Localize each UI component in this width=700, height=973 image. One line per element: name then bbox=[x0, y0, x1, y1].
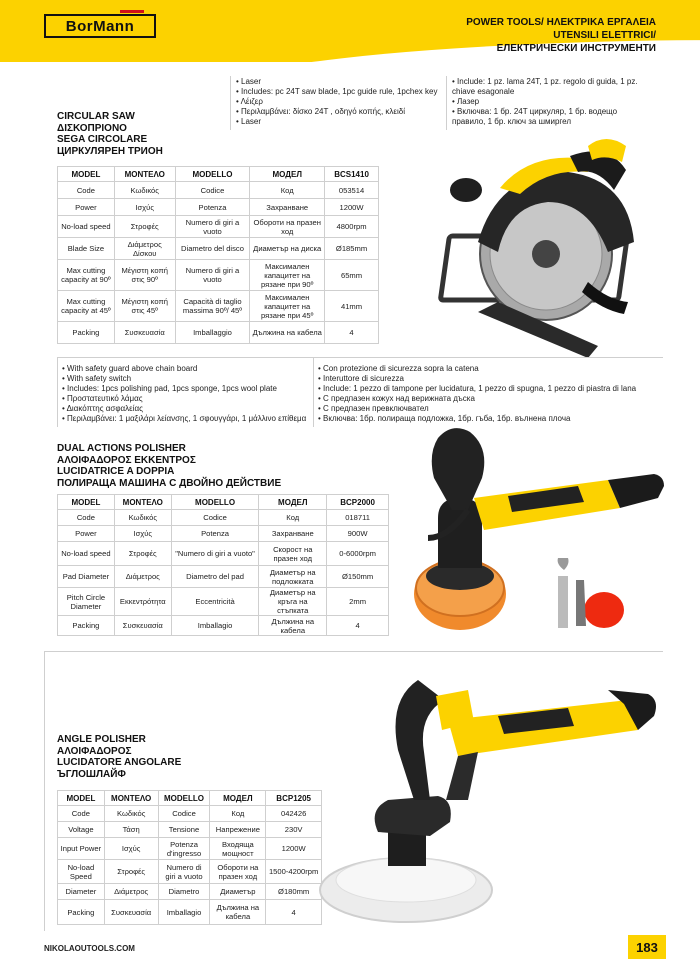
feature-line: • With safety guard above chain board bbox=[62, 364, 198, 373]
title-line: ПОЛИРАЩА МАШИНА С ДВОЙНО ДЕЙСТВИЕ bbox=[57, 477, 282, 489]
table-cell: Numero di giri a vuoto bbox=[158, 860, 210, 884]
table-cell: Max cutting capacity at 45º bbox=[58, 291, 115, 322]
col-header: BCP2000 bbox=[327, 495, 389, 510]
feature-line: • Λέιζερ bbox=[236, 97, 263, 106]
table-cell: 1200W bbox=[325, 199, 379, 216]
table-cell: "Numero di giri a vuoto" bbox=[171, 542, 259, 566]
product-title bbox=[57, 734, 181, 780]
col-header: MODEL bbox=[58, 167, 115, 182]
table-cell: Voltage bbox=[58, 822, 105, 838]
product-title bbox=[57, 443, 281, 489]
title-line: ΑΛΟΙΦΑΔΟΡΟΣ bbox=[57, 745, 132, 757]
feature-line: • Includes: pc 24T saw blade, 1pc guide rule, 1pchex key bbox=[236, 87, 438, 96]
col-header: MODEL bbox=[58, 791, 105, 806]
col-header: МОДЕЛ bbox=[210, 791, 266, 806]
table-cell: 4800rpm bbox=[325, 216, 379, 238]
table-cell: Συσκευασία bbox=[104, 900, 158, 925]
footer-url[interactable]: NIKOLAOUTOOLS.COM bbox=[44, 944, 135, 953]
table-cell: Максимален капацитет на рязане при 45º bbox=[250, 291, 325, 322]
table-row bbox=[58, 199, 379, 216]
table-cell: Код bbox=[250, 182, 325, 199]
block-top-rule bbox=[44, 651, 663, 652]
table-cell: Code bbox=[58, 510, 115, 526]
table-cell: 0-6000rpm bbox=[327, 542, 389, 566]
table-row bbox=[58, 238, 379, 260]
table-cell: Tensione bbox=[158, 822, 210, 838]
features-right bbox=[452, 77, 638, 127]
table-row bbox=[58, 822, 322, 838]
table-cell: Дължина на кабела bbox=[250, 322, 325, 344]
title-line: CIRCULAR SAW bbox=[57, 111, 135, 122]
feature-line: • Laser bbox=[236, 77, 262, 86]
feature-line: • Interuttore di sicurezza bbox=[318, 374, 404, 383]
col-header: BCS1410 bbox=[325, 167, 379, 182]
table-cell: Ισχύς bbox=[114, 526, 171, 542]
table-cell: Power bbox=[58, 199, 115, 216]
table-cell: Codice bbox=[171, 510, 259, 526]
block-left-rule bbox=[44, 651, 45, 931]
table-cell: Στροφές bbox=[114, 216, 175, 238]
feature-line: • With safety switch bbox=[62, 374, 132, 383]
feature-line: chiave esagonale bbox=[452, 87, 515, 96]
table-cell: Packing bbox=[58, 616, 115, 636]
table-cell: Ισχύς bbox=[114, 199, 175, 216]
angle-polisher-icon bbox=[318, 660, 664, 930]
col-header: MODELLO bbox=[158, 791, 210, 806]
table-cell: Συσκευασία bbox=[114, 616, 171, 636]
table-cell: Eccentricità bbox=[171, 588, 259, 616]
table-cell: Diametro bbox=[158, 884, 210, 900]
table-cell: Diametro del pad bbox=[171, 566, 259, 588]
table-cell: Input Power bbox=[58, 838, 105, 860]
table-cell: Входяща мощност bbox=[210, 838, 266, 860]
table-cell: Μέγιστη κοπή στις 45º bbox=[114, 291, 175, 322]
table-cell: Код bbox=[259, 510, 327, 526]
table-cell: Μέγιστη κοπή στις 90º bbox=[114, 260, 175, 291]
table-row bbox=[58, 542, 389, 566]
table-cell: No-load speed bbox=[58, 542, 115, 566]
table-row bbox=[58, 566, 389, 588]
col-header: MODEL bbox=[58, 495, 115, 510]
table-row bbox=[58, 884, 322, 900]
spec-table bbox=[57, 166, 379, 344]
feature-line: • С предпазен кожух над верижната дъска bbox=[318, 394, 475, 403]
table-cell: Potenza bbox=[171, 526, 259, 542]
table-cell: Max cutting capacity at 90º bbox=[58, 260, 115, 291]
table-cell: Διάμετρος bbox=[104, 884, 158, 900]
table-cell: 4 bbox=[266, 900, 322, 925]
table-cell: Τάση bbox=[104, 822, 158, 838]
table-cell: Numero di giri a vuoto bbox=[175, 260, 250, 291]
feature-line: • Include: 1 pz. lama 24T, 1 pz. regolo di guida, 1 pz. bbox=[452, 77, 638, 86]
table-cell: Imballagio bbox=[171, 616, 259, 636]
dual-action-polisher-icon bbox=[408, 418, 668, 636]
table-cell: Максимален капацитет на рязане при 90º bbox=[250, 260, 325, 291]
table-row bbox=[58, 510, 389, 526]
feature-line: • Include: 1 pezzo di tampone per lucidatura, 1 pezzo di spugna, 1 pezzo di piastra di lana bbox=[318, 384, 637, 393]
table-cell: Στροφές bbox=[104, 860, 158, 884]
feature-line: правило, 1 бр. ключ за шмиргел bbox=[452, 117, 571, 126]
col-header: MODELLO bbox=[175, 167, 250, 182]
table-cell: Power bbox=[58, 526, 115, 542]
table-row bbox=[58, 588, 389, 616]
col-header: MODELLO bbox=[171, 495, 259, 510]
table-cell: Numero di giri a vuoto bbox=[175, 216, 250, 238]
table-row bbox=[58, 322, 379, 344]
feature-line: • Διακόπτης ασφαλείας bbox=[62, 404, 143, 413]
table-row bbox=[58, 860, 322, 884]
table-cell: Capacità di taglio massima 90º/ 45º bbox=[175, 291, 250, 322]
table-cell: Диаметър bbox=[210, 884, 266, 900]
title-line: ЪГЛОШЛАЙФ bbox=[57, 768, 126, 780]
spec-table bbox=[57, 790, 322, 925]
spec-table bbox=[57, 494, 389, 636]
table-cell: Στροφές bbox=[114, 542, 171, 566]
title-line: LUCIDATRICE A DOPPIA bbox=[57, 466, 175, 477]
logo-mark bbox=[120, 10, 144, 13]
block-top-rule bbox=[57, 357, 663, 358]
table-cell: Код bbox=[210, 806, 266, 822]
brand-logo: BorMann bbox=[44, 14, 156, 38]
table-cell: Дължина на кабела bbox=[210, 900, 266, 925]
title-line: ANGLE POLISHER bbox=[57, 734, 146, 745]
category-titles bbox=[466, 16, 656, 55]
title-line: ΔΙΣΚΟΠΡΙΟΝΟ bbox=[57, 122, 127, 134]
table-cell: Κωδικός bbox=[104, 806, 158, 822]
category-title-bg: ЕЛЕКТРИЧЕСКИ ИНСТРУМЕНТИ bbox=[496, 43, 656, 54]
table-cell: Ισχύς bbox=[104, 838, 158, 860]
table-row bbox=[58, 806, 322, 822]
category-title-it: UTENSILI ELETTRICI/ bbox=[553, 30, 656, 41]
table-cell: 1200W bbox=[266, 838, 322, 860]
feature-line: • Προστατευτικό λάμας bbox=[62, 394, 143, 403]
title-line: LUCIDATORE ANGOLARE bbox=[57, 757, 182, 768]
table-cell: Code bbox=[58, 806, 105, 822]
feature-line: • Περιλαμβάνει: δίσκο 24T , οδηγό κοπής, κλειδί bbox=[236, 107, 405, 116]
table-cell: Διάμετρος Δίσκου bbox=[114, 238, 175, 260]
page-number: 183 bbox=[628, 935, 666, 959]
feature-line: • Включва: 1бр. полираща подложка, 1бр. гъба, 1бр. вълнена плоча bbox=[318, 414, 571, 423]
table-cell: Συσκευασία bbox=[114, 322, 175, 344]
title-line: ЦИРКУЛЯРЕН ТРИОН bbox=[57, 145, 163, 157]
table-cell: 4 bbox=[327, 616, 389, 636]
table-cell: 042426 bbox=[266, 806, 322, 822]
table-row bbox=[58, 216, 379, 238]
col-header: ΜΟΝΤΕΛΟ bbox=[114, 495, 171, 510]
table-cell: Διάμετρος bbox=[114, 566, 171, 588]
table-cell: 1500-4200rpm bbox=[266, 860, 322, 884]
circular-saw-icon bbox=[438, 132, 660, 360]
table-cell: Blade Size bbox=[58, 238, 115, 260]
table-cell: No-load Speed bbox=[58, 860, 105, 884]
table-cell: Diametro del disco bbox=[175, 238, 250, 260]
table-row bbox=[58, 900, 322, 925]
title-line: SEGA CIRCOLARE bbox=[57, 134, 148, 145]
table-cell: Дължина на кабела bbox=[259, 616, 327, 636]
col-header: BCP1205 bbox=[266, 791, 322, 806]
features-left bbox=[236, 77, 437, 127]
title-line: DUAL ACTIONS POLISHER bbox=[57, 443, 186, 454]
table-cell: Imballaggio bbox=[175, 322, 250, 344]
product-title bbox=[57, 111, 163, 157]
table-cell: Pad Diameter bbox=[58, 566, 115, 588]
table-row bbox=[58, 291, 379, 322]
table-cell: Диаметър на диска bbox=[250, 238, 325, 260]
table-cell: Εκκεντρότητα bbox=[114, 588, 171, 616]
table-cell: Ø150mm bbox=[327, 566, 389, 588]
table-cell: Скорост на празен ход bbox=[259, 542, 327, 566]
title-line: ΑΛΟΙΦΑΔΟΡΟΣ ΕΚΚΕΝΤΡΟΣ bbox=[57, 454, 196, 466]
table-row bbox=[58, 182, 379, 199]
table-cell: Potenza bbox=[175, 199, 250, 216]
table-cell: Κωδικός bbox=[114, 510, 171, 526]
table-cell: 900W bbox=[327, 526, 389, 542]
table-cell: 018711 bbox=[327, 510, 389, 526]
table-cell: Potenza d'ingresso bbox=[158, 838, 210, 860]
table-cell: Packing bbox=[58, 322, 115, 344]
col-header: ΜΟΝΤΕΛΟ bbox=[104, 791, 158, 806]
table-cell: Codice bbox=[158, 806, 210, 822]
table-cell: Напрежение bbox=[210, 822, 266, 838]
table-cell: Imballagio bbox=[158, 900, 210, 925]
table-cell: Κωδικός bbox=[114, 182, 175, 199]
table-cell: Обороти на празен ход bbox=[210, 860, 266, 884]
features-divider bbox=[446, 76, 450, 130]
table-cell: 65mm bbox=[325, 260, 379, 291]
table-cell: 2mm bbox=[327, 588, 389, 616]
table-cell: Packing bbox=[58, 900, 105, 925]
table-cell: Обороти на празен ход bbox=[250, 216, 325, 238]
table-row bbox=[58, 526, 389, 542]
table-row bbox=[58, 838, 322, 860]
table-cell: Диаметър на кръга на стъпката bbox=[259, 588, 327, 616]
feature-line: • Con protezione di sicurezza sopra la catena bbox=[318, 364, 479, 373]
feature-line: • Лазер bbox=[452, 97, 480, 106]
table-cell: 053514 bbox=[325, 182, 379, 199]
features-right bbox=[318, 364, 636, 424]
table-row bbox=[58, 260, 379, 291]
col-header: ΜΟΝΤΕΛΟ bbox=[114, 167, 175, 182]
table-cell: 41mm bbox=[325, 291, 379, 322]
features-divider bbox=[313, 357, 317, 427]
table-row bbox=[58, 616, 389, 636]
table-cell: Pitch Circle Diameter bbox=[58, 588, 115, 616]
features-left bbox=[62, 364, 306, 424]
table-cell: Захранване bbox=[250, 199, 325, 216]
feature-line: • С предпазен превключвател bbox=[318, 404, 429, 413]
table-cell: 230V bbox=[266, 822, 322, 838]
table-cell: No-load speed bbox=[58, 216, 115, 238]
col-header: МОДЕЛ bbox=[250, 167, 325, 182]
feature-line: • Laser bbox=[236, 117, 262, 126]
table-cell: Диаметър на подложката bbox=[259, 566, 327, 588]
table-cell: Захранване bbox=[259, 526, 327, 542]
table-cell: Diameter bbox=[58, 884, 105, 900]
feature-line: • Περιλαμβάνει: 1 μαξιλάρι λείανσης, 1 σφουγγάρι, 1 μάλλινο επίθεμα bbox=[62, 414, 307, 423]
table-cell: Code bbox=[58, 182, 115, 199]
table-cell: Ø185mm bbox=[325, 238, 379, 260]
col-header: МОДЕЛ bbox=[259, 495, 327, 510]
feature-line: • Включва: 1 бр. 24T циркуляр, 1 бр. водещо bbox=[452, 107, 618, 116]
feature-line: • Includes: 1pcs polishing pad, 1pcs sponge, 1pcs wool plate bbox=[62, 384, 277, 393]
table-cell: 4 bbox=[325, 322, 379, 344]
table-cell: Ø180mm bbox=[266, 884, 322, 900]
table-cell: Codice bbox=[175, 182, 250, 199]
category-title-en: POWER TOOLS/ ΗΛΕΚΤΡΙΚΑ ΕΡΓΑΛΕΙΑ bbox=[466, 17, 656, 28]
